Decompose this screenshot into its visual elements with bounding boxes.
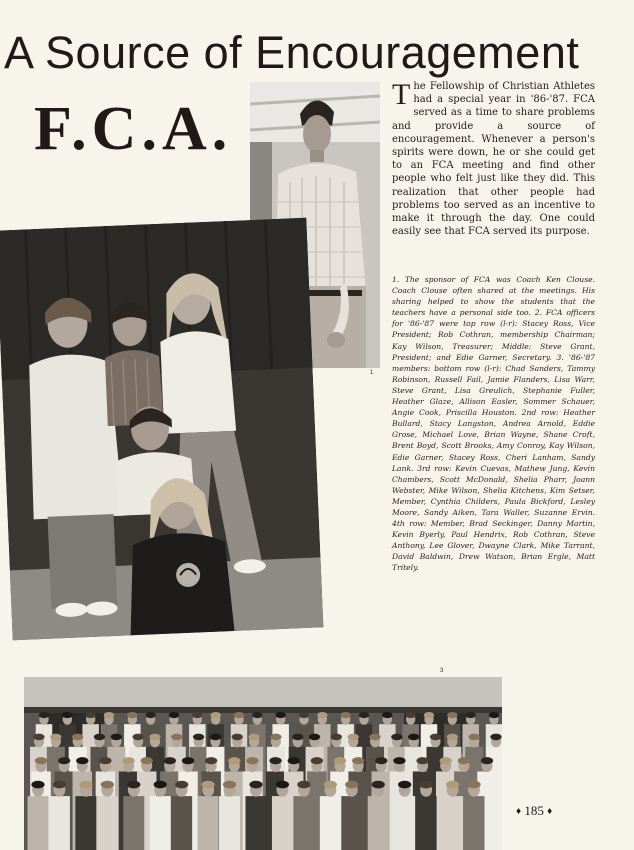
diamond-icon-left: ♦ [516,806,522,817]
page-headline: A Source of Encouragement [4,27,580,78]
members-group-photo [24,677,502,850]
photo-1-number: 1 [370,370,374,376]
photo-2-number: 2 [278,414,282,420]
intro-paragraph [392,80,595,238]
page-number-block [516,803,552,819]
photo-3-number: 3 [440,668,444,674]
photo-caption: 1. The sponsor of FCA was Coach Ken Clouse. Coach Clouse often shared at the meetings. His sharing helped to show the students that the teachers have a personal side too. 2. FCA officers for '86-'87 were top row (l-r): Stacey Ross, Vice President; Rob Cothran, membership Chairman; Kay Wilson, Treasurer; Middle: Steve Grant, President; and Edie Garner, Secretary. 3. '86-'87 members: bottom row (l-r): Chad Sanders, Tammy Robinson, Russell Fail, Jamie Flanders, Lisa Warr, Steve Grant, Lisa Greulich, Stephanie Fuller, Heather Glaze, Allison Easler, Sommer Schauer, Angie Cook, Priscilla Houston. 2nd row: Heather Bullard, Stacy Langston, Andrea Arnold, Eddie Grose, Michael Love, Brian Wayne, Shane Croft, Brent Boyd, Scott Brooks, Amy Conroy, Kay Wilson, Edie Garner, Stacey Ross, Cheri Lanham, Sandy Lank. 3rd row: Kevin Cuevas, Mathew Jung, Kevin Chambers, Scott McDonald, Shelia Pharr, Joann Webster, Mike Wilson, Shelia Kitchens, Kim Setser, Member, Cynthia Childers, Paula Bickford, Lesley Moore, Sandy Aiken, Tara Waller, Suzanne Ervin. 4th row: Member, Brad Seckinger, Danny Martin, Kevin Byerly, Paul Hendrix, Rob Cothran, Steve Anthony, Lee Glover, Dwayne Clark, Mike Tarrant, David Baldwin, Drew Watson, Brian Ergle, Matt Tritely. [392,275,595,573]
club-title: F.C.A. [34,95,233,163]
drop-cap: T [392,78,411,111]
diamond-icon-right: ♦ [547,806,553,817]
intro-text: he Fellowship of Christian Athletes had a special year in '86-'87. FCA served as a time to share problems and provide a source of encouragement. Whenever a person's spirits were down, he or she could get to an FCA meeting and find other people who felt just like they did. This realization that other people had problems too served as an incentive to make it through the day. One could easily see that FCA served its purpose. [392,81,595,238]
officers-photo [0,218,323,641]
page-number: 185 [524,803,544,818]
